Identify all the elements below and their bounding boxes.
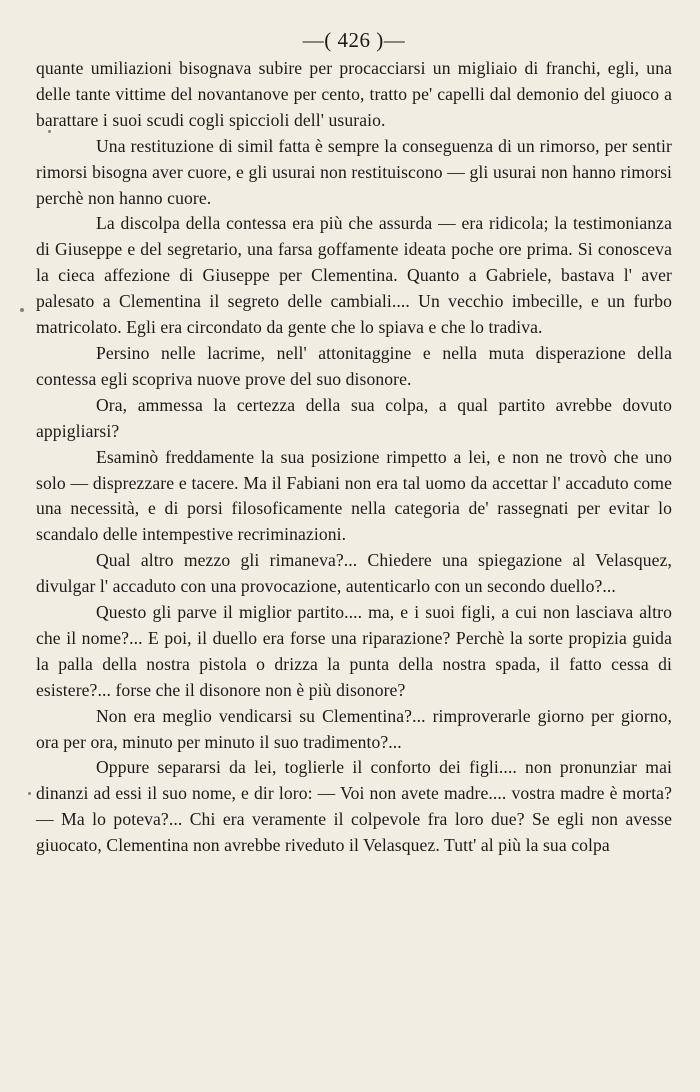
body-text bbox=[36, 56, 672, 859]
paragraph: Qual altro mezzo gli rimaneva?... Chiedere una spiegazione al Velasquez, divulgar l' accaduto con una provocazione, autenticarlo con un secondo duello?... bbox=[36, 550, 672, 597]
ink-spot bbox=[28, 792, 31, 795]
paragraph: quante umiliazioni bisognava subire per procacciarsi un migliaio di franchi, egli, una delle tante vittime del novantanove per cento, tratto pe' capelli dal demonio del giuoco a barattare i suoi scudi cogli spiccioli dell' usuraio. bbox=[36, 58, 672, 130]
page-number: —( 426 )— bbox=[302, 28, 406, 52]
ink-spot bbox=[20, 308, 24, 312]
paragraph: Persino nelle lacrime, nell' attonitaggine e nella muta disperazione della contessa egli scopriva nuove prove del suo disonore. bbox=[36, 342, 672, 389]
paragraph: Non era meglio vendicarsi su Clementina?... rimproverarle giorno per giorno, ora per ora, minuto per minuto il suo tradimento?... bbox=[36, 705, 672, 752]
paragraph: Questo gli parve il miglior partito.... ma, e i suoi figli, a cui non lasciava altro che il nome?... E poi, il duello era forse una riparazione? Perchè la sorte propizia guida la palla della nostra pistola o drizza la punta della nostra spada, il fatto cessa di esistere?... forse che il disonore non è più disonore? bbox=[36, 602, 672, 700]
paragraph: Esaminò freddamente la sua posizione rimpetto a lei, e non ne trovò che uno solo — disprezzare e tacere. Ma il Fabiani non era tal uomo da accettar l' accaduto come una necessità, e di porsi filosoficamente nella categoria de' rassegnati per evitar lo scandalo delle intempestive recriminazioni. bbox=[36, 446, 672, 545]
paragraph: La discolpa della contessa era più che assurda — era ridicola; la testimonianza di Giuseppe e del segretario, una farsa goffamente ideata poche ore prima. Si conosceva la cieca affezione di Giuseppe per Clementina. Quanto a Gabriele, bastava l' aver palesato a Clementina il segreto delle cambiali.... Un vecchio imbecille, e un furbo matricolato. Egli era circondato da gente che lo spiava e che lo tradiva. bbox=[36, 213, 672, 338]
paragraph: Una restituzione di simil fatta è sempre la conseguenza di un rimorso, per sentir rimorsi bisogna aver cuore, e gli usurai non restituiscono — gli usurai non hanno rimorsi perchè non hanno cuore. bbox=[36, 135, 672, 208]
paragraph: Ora, ammessa la certezza della sua colpa, a qual partito avrebbe dovuto appigliarsi? bbox=[36, 394, 672, 441]
ink-spot bbox=[48, 130, 51, 133]
paragraph: Oppure separarsi da lei, toglierle il conforto dei figli.... non pronunziar mai dinanzi ad essi il suo nome, e dir loro: — Voi non avete madre.... vostra madre è morta? — Ma lo poteva?... Chi era veramente il colpevole fra loro due? Se egli non avesse giuocato, Clementina non avrebbe riveduto il Velasquez. Tutt' al più la sua colpa bbox=[36, 757, 672, 856]
